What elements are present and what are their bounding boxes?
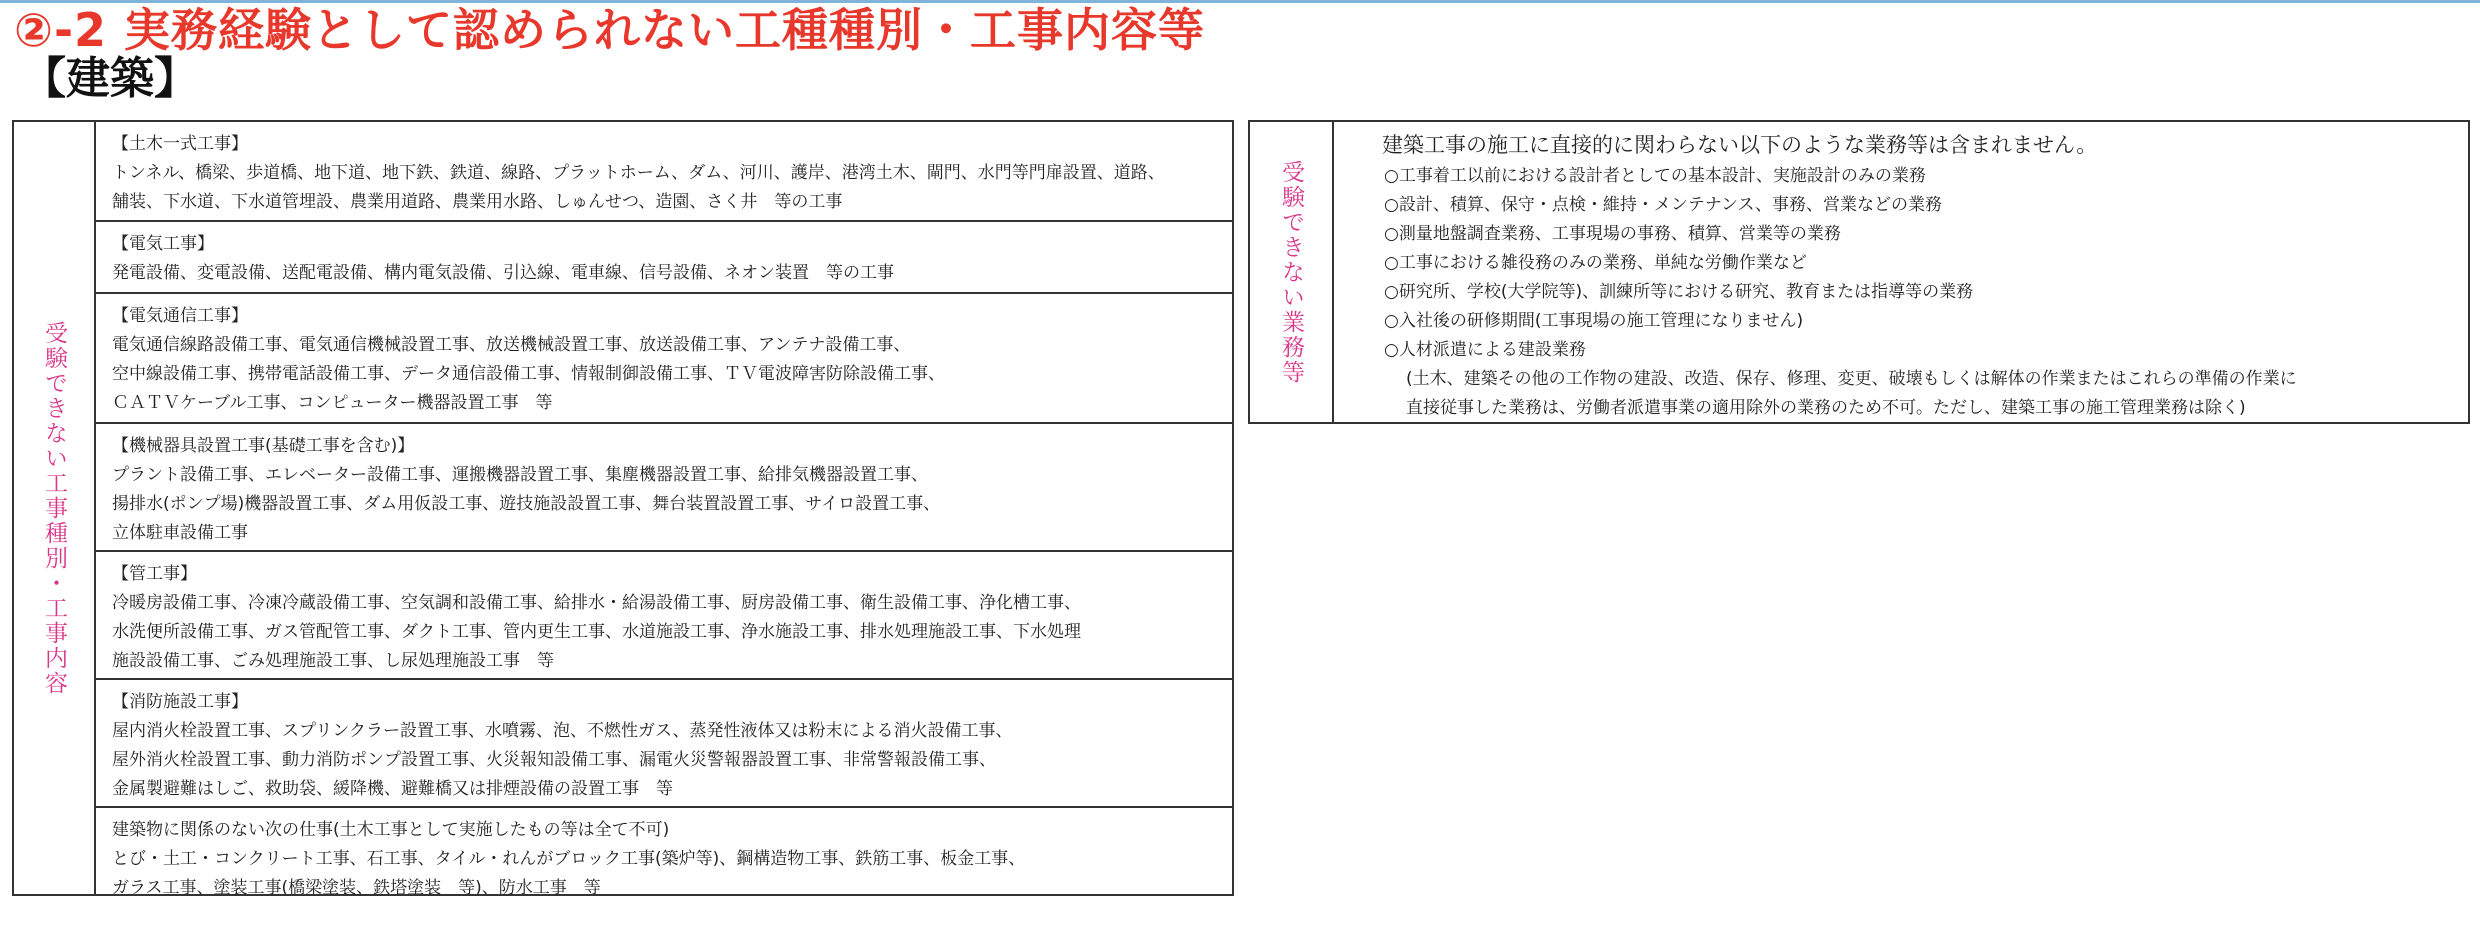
category-line: 舗装、下水道、下水道管埋設、農業用道路、農業用水路、しゅんせつ、造園、さく井 等の工事 <box>112 192 843 212</box>
category-machinery <box>96 424 1232 552</box>
category-line: ガラス工事、塗装工事(橋梁塗装、鉄塔塗装 等)、防水工事 等 <box>112 878 601 894</box>
category-title: 建築物に関係のない次の仕事(土木工事として実施したもの等は全て不可) <box>112 820 670 840</box>
duty-note-line: 直接従事した業務は、労働者派遣事業の適用除外の業務のため不可。ただし、建築工事の施工管理業務は除く) <box>1406 398 2246 418</box>
excluded-duties-table <box>1248 120 2470 424</box>
category-line: 立体駐車設備工事 <box>112 523 248 543</box>
category-line: 水洗便所設備工事、ガス管配管工事、ダクト工事、管内更生工事、水道施設工事、浄水施設工事、排水処理施設工事、下水処理 <box>112 622 1081 642</box>
excluded-work-types-header <box>14 122 96 894</box>
category-fire-protection <box>96 680 1232 808</box>
category-line: 施設設備工事、ごみ処理施設工事、し尿処理施設工事 等 <box>112 651 554 671</box>
category-title: 【土木一式工事】 <box>112 134 248 154</box>
excluded-work-types-label: 受験できない工事種別・工事内容 <box>41 320 67 696</box>
category-title: 【機械器具設置工事(基礎工事を含む)】 <box>112 436 415 456</box>
category-line: 冷暖房設備工事、冷凍冷蔵設備工事、空気調和設備工事、給排水・給湯設備工事、厨房設備工事、衛生設備工事、浄化槽工事、 <box>112 593 1081 613</box>
category-line: ＣＡＴＶケーブル工事、コンピューター機器設置工事 等 <box>112 393 553 413</box>
category-line: 屋内消火栓設置工事、スプリンクラー設置工事、水噴霧、泡、不燃性ガス、蒸発性液体又は粉末による消火設備工事、 <box>112 721 1013 741</box>
duty-note-line: (土木、建築その他の工作物の建設、改造、保存、修理、変更、破壊もしくは解体の作業またはこれらの準備の作業に <box>1406 369 2297 389</box>
duty-item: ○設計、積算、保守・点検・維持・メンテナンス、事務、営業などの業務 <box>1384 195 1942 215</box>
category-civil <box>96 122 1232 222</box>
category-title: 【電気工事】 <box>112 234 214 254</box>
category-line: 屋外消火栓設置工事、動力消防ポンプ設置工事、火災報知設備工事、漏電火災警報器設置工事、非常警報設備工事、 <box>112 750 996 770</box>
excluded-duties-header <box>1250 122 1334 422</box>
excluded-work-types-table <box>12 120 1234 896</box>
category-title: 【消防施設工事】 <box>112 692 248 712</box>
duty-item: ○入社後の研修期間(工事現場の施工管理になりません) <box>1384 311 1804 331</box>
category-line: 揚排水(ポンプ場)機器設置工事、ダム用仮設工事、遊技施設設置工事、舞台装置設置工事、サイロ設置工事、 <box>112 494 941 514</box>
category-non-building <box>96 808 1232 894</box>
category-line: とび・土工・コンクリート工事、石工事、タイル・れんがブロック工事(築炉等)、鋼構造物工事、鉄筋工事、板金工事、 <box>112 849 1026 869</box>
excluded-work-types-body <box>96 122 1232 894</box>
excluded-duties-lead: 建築工事の施工に直接的に関わらない以下のような業務等は含まれません。 <box>1382 133 2098 157</box>
duty-item: ○工事着工以前における設計者としての基本設計、実施設計のみの業務 <box>1384 166 1926 186</box>
category-title: 【管工事】 <box>112 564 197 584</box>
duty-item: ○研究所、学校(大学院等)、訓練所等における研究、教育または指導等の業務 <box>1384 282 1974 302</box>
page-subtitle: 【建築】 <box>22 53 198 104</box>
category-line: 発電設備、変電設備、送配電設備、構内電気設備、引込線、電車線、信号設備、ネオン装置 等の工事 <box>112 263 894 283</box>
category-plumbing <box>96 552 1232 680</box>
category-line: トンネル、橋梁、歩道橋、地下道、地下鉄、鉄道、線路、プラットホーム、ダム、河川、護岸、港湾土木、閘門、水門等門扉設置、道路、 <box>112 163 1165 183</box>
category-line: 電気通信線路設備工事、電気通信機械設置工事、放送機械設置工事、放送設備工事、アンテナ設備工事、 <box>112 335 911 355</box>
category-electrical <box>96 222 1232 294</box>
category-title: 【電気通信工事】 <box>112 306 248 326</box>
duty-item: ○測量地盤調査業務、工事現場の事務、積算、営業等の業務 <box>1384 224 1841 244</box>
category-telecom <box>96 294 1232 424</box>
duty-item: ○工事における雑役務のみの業務、単純な労働作業など <box>1384 253 1807 273</box>
excluded-duties-label: 受験できない業務等 <box>1278 159 1304 385</box>
page-title: ②-2 実務経験として認められない工種種別・工事内容等 <box>14 3 1206 57</box>
category-line: 空中線設備工事、携帯電話設備工事、データ通信設備工事、情報制御設備工事、ＴＶ電波障害防除設備工事、 <box>112 364 945 384</box>
excluded-duties-body <box>1334 122 2468 422</box>
category-line: 金属製避難はしご、救助袋、緩降機、避難橋又は排煙設備の設置工事 等 <box>112 779 673 799</box>
category-line: プラント設備工事、エレベーター設備工事、運搬機器設置工事、集塵機器設置工事、給排気機器設置工事、 <box>112 465 928 485</box>
duty-item: ○人材派遣による建設業務 <box>1384 340 1586 360</box>
